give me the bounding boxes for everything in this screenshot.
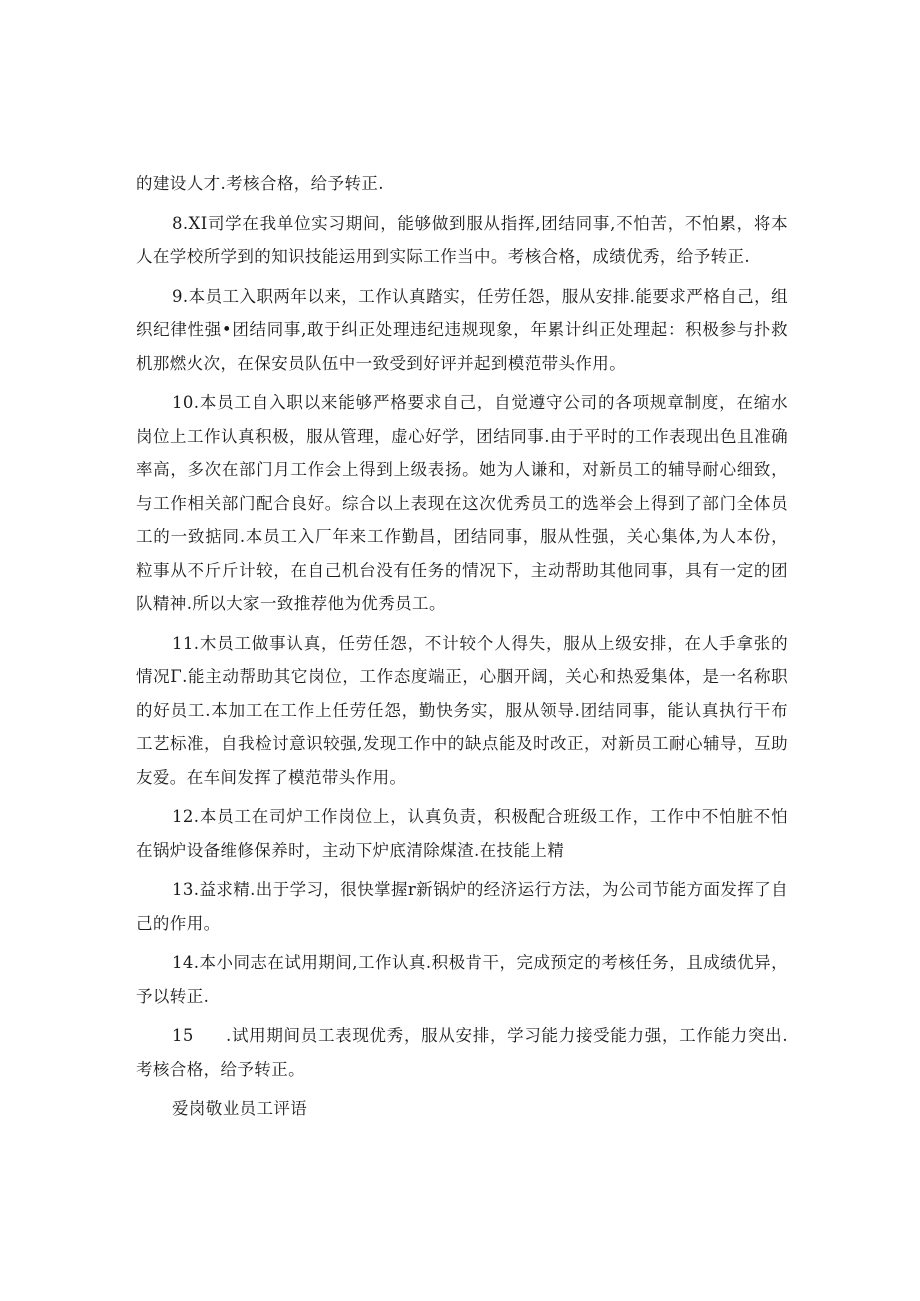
paragraph-number: 12 <box>172 807 194 826</box>
paragraph-15 <box>136 1019 788 1086</box>
paragraph-number: 11 <box>172 633 194 653</box>
paragraph-intro <box>136 167 788 201</box>
paragraph-8 <box>136 207 788 274</box>
closing-heading: 爱岗敬业员工评语 <box>172 1099 308 1118</box>
paragraph-number: 8 <box>172 213 183 233</box>
paragraph-11 <box>136 627 788 795</box>
paragraph-text: .木员工做事认真，任劳任怨，不计较个人得失，服从上级安排，在人手拿张的情况Γ.能主动帮助其它岗位，工作态度端正，心胭开阔，关心和热爱集体，是一名称职的好员工.本加工在工作上任劳任怨，勤快务实，服从领导.团结同事，能认真执行干布工艺标准，自我检讨意识较强,发现工作中的缺点能及时改正，对新员工耐心辅导，互助友爱。在车间发挥了模范带头作用。 <box>136 633 788 787</box>
paragraph-text: .本小同志在试用期间,工作认真.积极肯干，完成预定的考核任务，且成绩优异，予以转正. <box>136 953 788 1006</box>
paragraph-12 <box>136 800 788 867</box>
paragraph-text: .本员工入职两年以来，工作认真踏实，任劳任怨，服从安排.能要求严格自己，组织纪律性强•团结同事,敢于纠正处理违纪违规现象，年累计纠正处理起：积极参与扑救机那燃火次，在保安员队伍中一致受到好评并起到模范带头作用。 <box>136 286 788 373</box>
paragraph-number: 10 <box>172 393 194 412</box>
paragraph-14 <box>136 946 788 1013</box>
paragraph-number: 15 <box>172 1026 194 1045</box>
paragraph-text: .试用期间员工表现优秀，服从安排，学习能力接受能力强，工作能力突出.考核合格，给予转正。 <box>136 1026 788 1079</box>
paragraph-number: 14 <box>172 953 194 972</box>
paragraph-9 <box>136 280 788 381</box>
paragraph-text: .XI司学在我单位实习期间，能够做到服从指挥,团结同事,不怕苦，不怕累，将本人在学校所学到的知识技能运用到实际工作当中。考核合格，成绩优秀，给予转正. <box>136 213 788 266</box>
document-body <box>136 167 788 1126</box>
paragraph-13 <box>136 873 788 940</box>
paragraph-text: 的建设人才.考核合格，给予转正. <box>136 174 384 193</box>
paragraph-text: .本员工自入职以来能够严格要求自己，自觉遵守公司的各项规章制度，在缩水岗位上工作认真积极，服从管理，虚心好学，团结同事.由于平时的工作表现出色且准确率高，多次在部门月工作会上得到上级表扬。她为人谦和，对新员工的辅导耐心细致，与工作相关部门配合良好。综合以上表现在这次优秀员工的选举会上得到了部门全体员工的一致掂同.本员工入厂年来工作勤昌，团结同事，服从性强，关心集体,为人本份，粒事从不斤斤计较，在自己机台没有任务的情况下，主动帮助其他同事，具有一定的团队精神.所以大家一致推荐他为优秀员工。 <box>136 393 788 613</box>
paragraph-number: 9 <box>172 286 183 306</box>
paragraph-10 <box>136 386 788 621</box>
paragraph-text: .益求精.出于学习，很快掌握r新锅炉的经济运行方法，为公司节能方面发挥了自己的作用。 <box>136 880 788 933</box>
paragraph-number: 13 <box>172 880 194 899</box>
paragraph-text: .本员工在司炉工作岗位上，认真负责，积极配合班级工作，工作中不怕脏不怕在锅炉设备维修保养时，主动下炉底清除煤渣.在技能上精 <box>136 807 788 860</box>
